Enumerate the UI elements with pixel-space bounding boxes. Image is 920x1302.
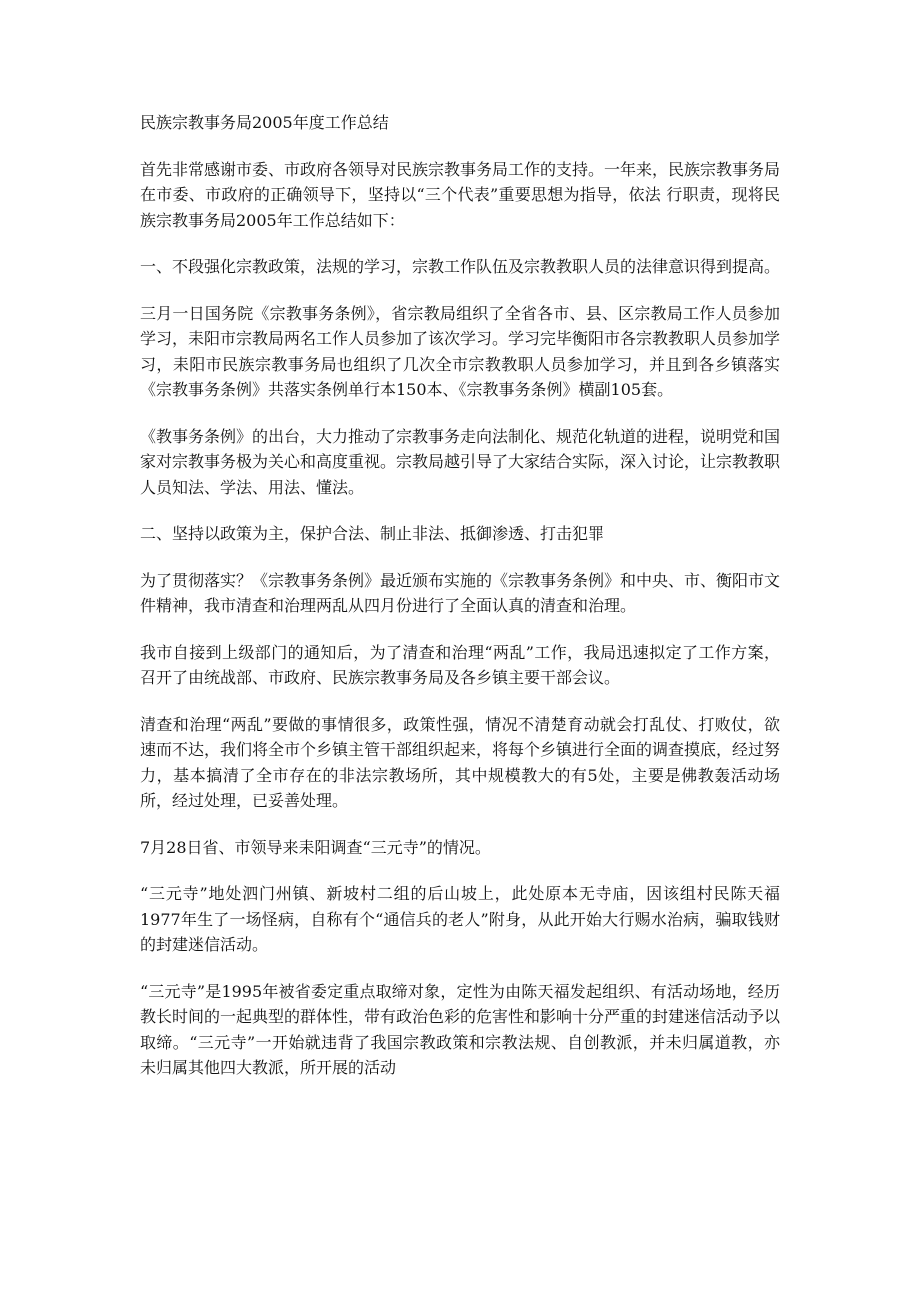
document-title: 民族宗教事务局2005年度工作总结 — [140, 113, 389, 132]
paragraph: 为了贯彻落实？《宗教事务条例》最近颁布实施的《宗教事务条例》和中央、市、衡阳市文件精神，我市清查和治理两乱从四月份进行了全面认真的清查和治理。 — [140, 570, 781, 615]
paragraph: 三月一日国务院《宗教事务条例》，省宗教局组织了全省各市、县、区宗教局工作人员参加学习，耒阳市宗教局两名工作人员参加了该次学习。学习完毕衡阳市各宗教教职人员参加学习，耒阳市民族宗教事务局也组织了几次全市宗教教职人员参加学习，并且到各乡镇落实《宗教事务条例》共落实条例单行本150本、《宗教事务条例》横副105套。 — [140, 303, 781, 399]
paragraph: “三元寺”是1995年被省委定重点取缔对象，定性为由陈天福发起组织、有活动场地，经历教长时间的一起典型的群体性，带有政治色彩的危害性和影响十分严重的封建迷信活动予以取缔。“三元寺”一开始就违背了我国宗教政策和宗教法规、自创教派，并未归属道教，亦未归属其他四大教派，所开展的活动 — [140, 981, 781, 1077]
document-body — [140, 110, 780, 1102]
paragraph: 清查和治理“两乱”要做的事情很多，政策性强，情况不清楚育动就会打乱仗、打败仗，欲速而不达，我们将全市个乡镇主管干部组织起来，将每个乡镇进行全面的调查摸底，经过努力，基本搞清了全市存在的非法宗教场所，其中规模教大的有5处，主要是佛教轰活动场所，经过处理，已妥善处理。 — [140, 714, 781, 810]
paragraph: 《教事务条例》的出台，大力推动了宗教事务走向法制化、规范化轨道的进程，说明党和国家对宗教事务极为关心和高度重视。宗教局越引导了大家结合实际，深入讨论，让宗教教职人员知法、学法、用法、懂法。 — [140, 426, 781, 497]
paragraph-intro: 首先非常感谢市委、市政府各领导对民族宗教事务局工作的支持。一年来，民族宗教事务局在市委、市政府的正确领导下，坚持以“三个代表”重要思想为指导，依法 行职责，现将民族宗教事务局2005年工作总结如下： — [140, 159, 781, 230]
section-heading-1: 一、不段强化宗教政策，法规的学习，宗教工作队伍及宗教教职人员的法律意识得到提高。 — [140, 257, 781, 276]
paragraph: 7月28日省、市领导来耒阳调查“三元寺”的情况。 — [140, 837, 491, 857]
paragraph: 我市自接到上级部门的通知后，为了清查和治理“两乱”工作，我局迅速拟定了工作方案，召开了由统战部、市政府、民族宗教事务局及各乡镇主要干部会议。 — [140, 642, 780, 687]
paragraph: “三元寺”地处泗门州镇、新坡村二组的后山坡上，此处原本无寺庙，因该组村民陈天福1977年生了一场怪病，自称有个“通信兵的老人”附身，从此开始大行赐水治病，骗取钱财的封建迷信活动。 — [140, 884, 780, 954]
section-heading-2: 二、坚持以政策为主，保护合法、制止非法、抵御渗透、打击犯罪 — [140, 524, 605, 543]
